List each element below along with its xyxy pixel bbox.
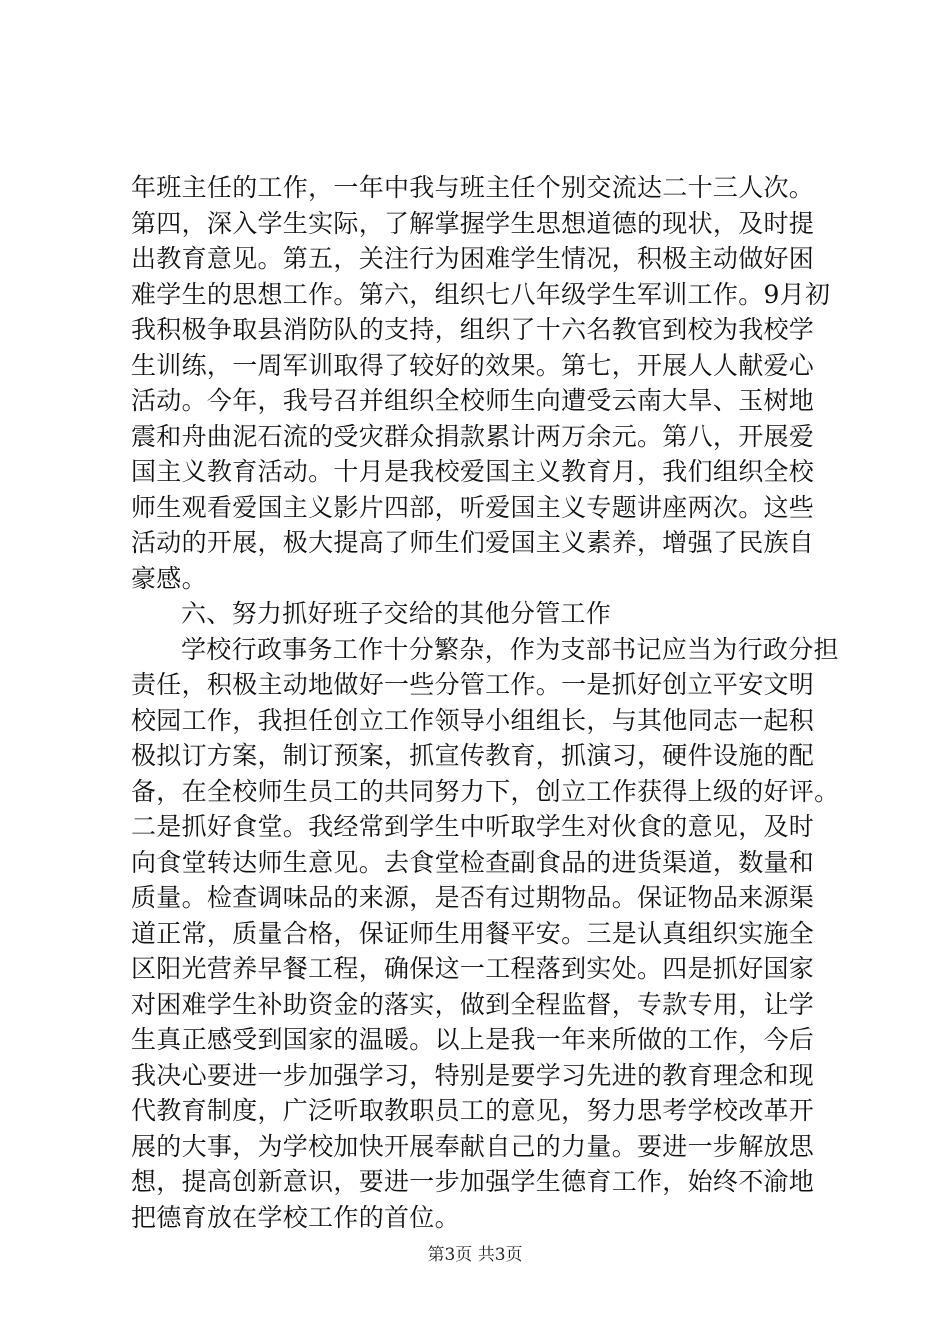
text-line: 生训练，一周军训取得了较好的效果。第七，开展人人献爱心 <box>131 350 815 380</box>
text-line: 质量。检查调味品的来源，是否有过期物品。保证物品来源渠 <box>131 883 815 912</box>
body-text <box>131 170 840 1235</box>
text-line: 二是抓好食堂。我经常到学生中听取学生对伙食的意见，及时 <box>131 812 815 841</box>
text-line: 把德育放在学校工作的首位。 <box>131 1202 460 1232</box>
section-heading: 六、努力抓好班子交给的其他分管工作 <box>181 599 612 628</box>
text-line: 生真正感受到国家的温暖。以上是我一年来所做的工作，今后 <box>131 1025 815 1054</box>
text-line: 区阳光营养早餐工程，确保这一工程落到实处。四是抓好国家 <box>131 954 815 983</box>
text-line: 师生观看爱国主义影片四部，听爱国主义专题讲座两次。这些 <box>131 492 815 522</box>
text-line: 年班主任的工作，一年中我与班主任个别交流达二十三人次。 <box>131 173 815 202</box>
text-line: 校园工作，我担任创立工作领导小组组长，与其他同志一起积 <box>131 705 815 735</box>
text-line: 我积极争取县消防队的支持，组织了十六名教官到校为我校学 <box>131 315 815 344</box>
text-line: 学校行政事务工作十分繁杂，作为支部书记应当为行政分担 <box>181 634 839 664</box>
page-number-footer: 第3页 共3页 <box>427 1245 523 1265</box>
text-line: 出教育意见。第五，关注行为困难学生情况，积极主动做好困 <box>131 244 815 273</box>
text-line: 道正常，质量合格，保证师生用餐平安。三是认真组织实施全 <box>131 918 815 948</box>
text-line: 豪感。 <box>131 563 207 593</box>
text-line: 代教育制度，广泛听取教职员工的意见，努力思考学校改革开 <box>131 1096 815 1125</box>
text-line: 向食堂转达师生意见。去食堂检查副食品的进货渠道，数量和 <box>131 847 815 877</box>
text-line: 极拟订方案，制订预案，抓宣传教育，抓演习，硬件设施的配 <box>131 741 815 770</box>
text-line: 对困难学生补助资金的落实，做到全程监督，专款专用，让学 <box>131 989 815 1019</box>
text-line: 震和舟曲泥石流的受灾群众捐款累计两万余元。第八，开展爱 <box>131 421 815 451</box>
text-line: 我决心要进一步加强学习，特别是要学习先进的教育理念和现 <box>131 1060 815 1090</box>
text-line: 第四，深入学生实际，了解掌握学生思想道德的现状，及时提 <box>131 208 815 238</box>
text-line: 备，在全校师生员工的共同努力下，创立工作获得上级的好评。 <box>131 776 840 806</box>
text-line: 想，提高创新意识，要进一步加强学生德育工作，始终不渝地 <box>131 1167 815 1196</box>
text-line: 展的大事，为学校加快开展奉献自己的力量。要进一步解放思 <box>131 1131 815 1161</box>
text-line: 国主义教育活动。十月是我校爱国主义教育月，我们组织全校 <box>131 457 815 486</box>
text-line: 活动。今年，我号召并组织全校师生向遭受云南大旱、玉树地 <box>131 386 815 415</box>
text-line: 难学生的思想工作。第六，组织七八年级学生军训工作。9月初 <box>131 279 831 309</box>
text-line: 活动的开展，极大提高了师生们爱国主义素养，增强了民族自 <box>131 528 815 557</box>
text-line: 责任，积极主动地做好一些分管工作。一是抓好创立平安文明 <box>131 670 815 699</box>
